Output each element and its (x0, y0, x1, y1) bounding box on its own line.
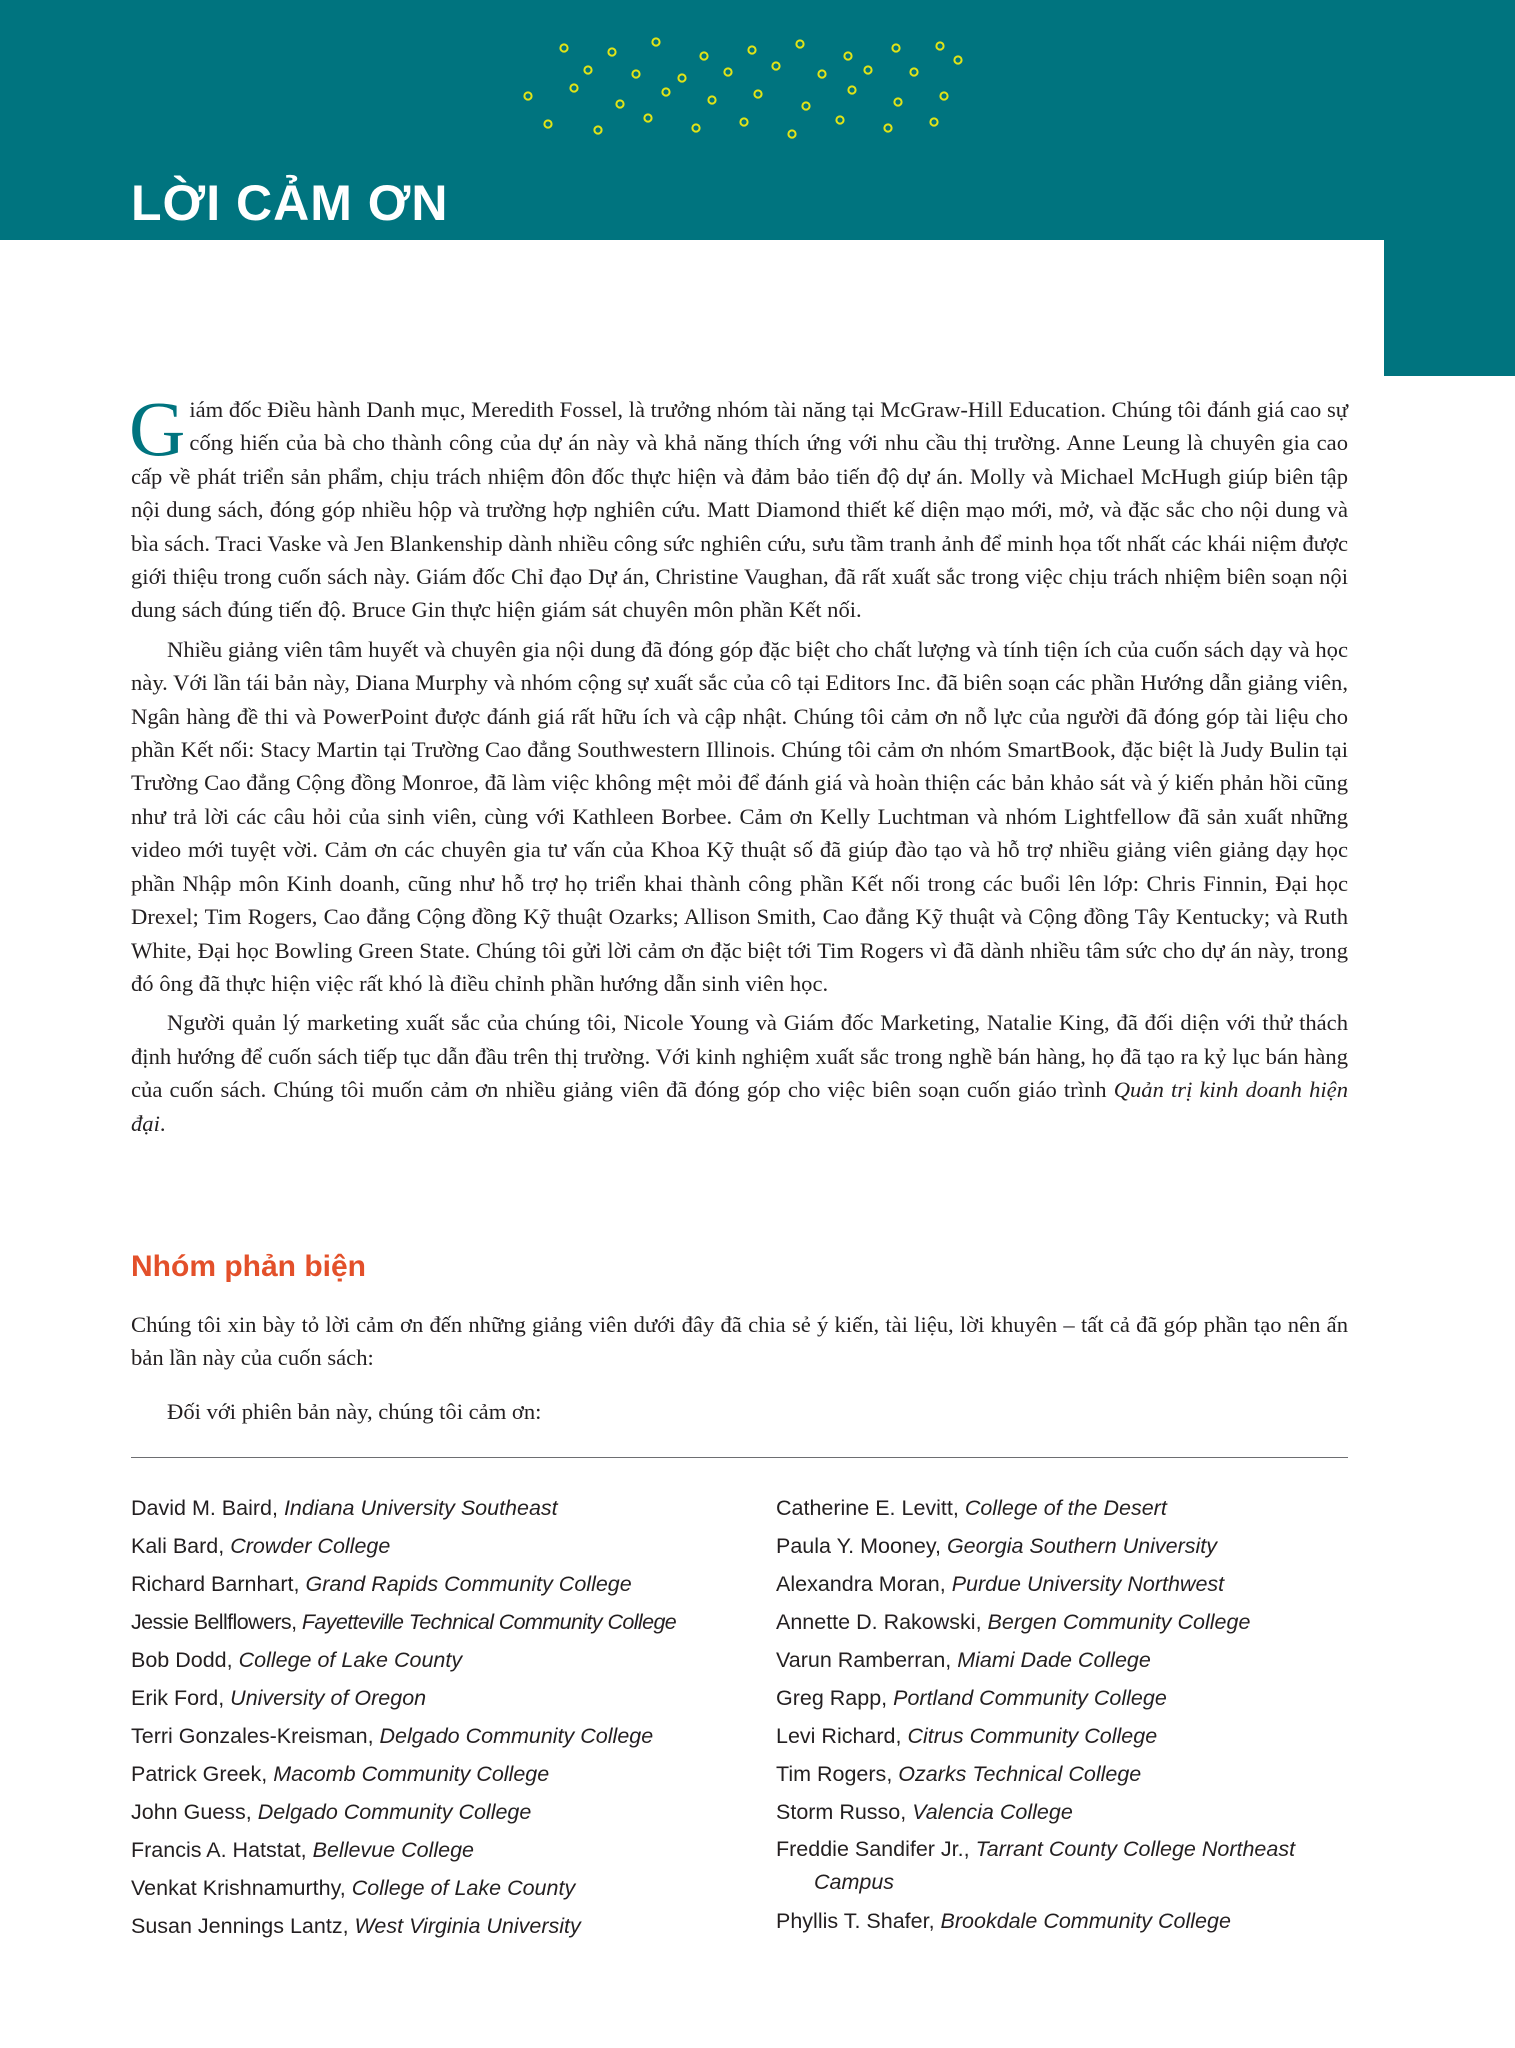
reviewer-name: Freddie Sandifer Jr. (776, 1837, 964, 1861)
reviewer-item: Francis A. Hatstat, Bellevue College (131, 1838, 474, 1862)
reviewer-name: Storm Russo (776, 1800, 901, 1824)
reviewer-name: Patrick Greek (131, 1762, 262, 1786)
reviewer-item: Patrick Greek, Macomb Community College (131, 1762, 550, 1786)
reviewer-name: Varun Ramberran (776, 1648, 946, 1672)
reviewer-institution: College of Lake County (238, 1648, 463, 1672)
paragraph-3-end: . (159, 1110, 166, 1136)
dot-shape (700, 52, 707, 59)
dot-shape (836, 116, 843, 123)
dot-shape (772, 62, 779, 69)
reviewer-name: Richard Barnhart (131, 1572, 294, 1596)
dot-shape (954, 56, 961, 63)
decorative-dots (500, 30, 980, 140)
dot-shape (936, 42, 943, 49)
dot-shape (652, 38, 659, 45)
reviewer-item: Erik Ford, University of Oregon (131, 1686, 427, 1710)
reviewer-name: John Guess (131, 1800, 246, 1824)
dot-shape (708, 96, 715, 103)
reviewer-institution: Delgado Community College (257, 1800, 532, 1824)
paragraph-3 (131, 1006, 1348, 1140)
dot-shape (524, 92, 531, 99)
intro-text: Chúng tôi xin bày tỏ lời cảm ơn đến những giảng viên dưới đây đã chia sẻ ý kiến, tài liệu, lời khuyên – tất cả đã góp phần tạo nên ấn bản lần này của cuốn sách: (131, 1312, 1348, 1371)
dot-shape (754, 90, 761, 97)
reviewer-item: Tim Rogers, Ozarks Technical College (776, 1762, 1142, 1786)
reviewer-item: John Guess, Delgado Community College (131, 1800, 532, 1824)
reviewer-item: Annette D. Rakowski, Bergen Community College (776, 1610, 1251, 1634)
section-heading: Nhóm phản biện (131, 1250, 366, 1283)
reviewer-item: Kali Bard, Crowder College (131, 1534, 391, 1558)
reviewers-intro (131, 1308, 1348, 1428)
reviewer-name: Venkat Krishnamurthy (131, 1876, 340, 1900)
reviewer-name: Bob Dodd (131, 1648, 227, 1672)
reviewer-institution: Grand Rapids Community College (305, 1572, 632, 1596)
dot-shape (594, 126, 601, 133)
reviewer-name: Annette D. Rakowski (776, 1610, 976, 1634)
dot-shape (748, 46, 755, 53)
dot-shape (678, 74, 685, 81)
dot-shape (884, 124, 891, 131)
reviewer-institution: Tarrant County College Northeast Campus (814, 1837, 1296, 1894)
reviewer-item: Freddie Sandifer Jr., Tarrant County College Northeast Campus (776, 1837, 1296, 1894)
reviewer-item: Varun Ramberran, Miami Dade College (776, 1648, 1151, 1672)
dot-shape (788, 130, 795, 137)
side-tab (1384, 0, 1515, 376)
dot-shape (740, 118, 747, 125)
dot-shape (930, 118, 937, 125)
header-banner (0, 0, 1384, 240)
reviewer-institution: Georgia Southern University (946, 1534, 1218, 1558)
dot-shape (894, 98, 901, 105)
reviewer-institution: University of Oregon (230, 1686, 427, 1710)
reviewer-item: Catherine E. Levitt, College of the Desert (776, 1496, 1167, 1520)
divider (131, 1457, 1348, 1458)
reviewer-institution: Brookdale Community College (940, 1909, 1231, 1933)
book-title: Quản trị kinh doanh hiện đại (131, 1077, 1348, 1136)
reviewer-name: Alexandra Moran (776, 1572, 940, 1596)
reviewer-name: Erik Ford (131, 1686, 219, 1710)
reviewer-institution: Fayetteville Technical Community College (301, 1610, 677, 1634)
reviewer-item: Paula Y. Mooney, Georgia Southern University (776, 1534, 1218, 1558)
paragraph-2: Nhiều giảng viên tâm huyết và chuyên gia nội dung đã đóng góp đặc biệt cho chất lượng và tính tiện ích của cuốn sách dạy và học này. Với lần tái bản này, Diana Murphy và nhóm cộng sự xuất sắc của cô tại Editors Inc. đã biên soạn các phần Hướng dẫn giảng viên, Ngân hàng đề thi và PowerPoint được đánh giá rất hữu ích và cập nhật. Chúng tôi cảm ơn nỗ lực của người đã đóng góp tài liệu cho phần Kết nối: Stacy Martin tại Trường Cao đẳng Southwestern Illinois. Chúng tôi cảm ơn nhóm SmartBook, đặc biệt là Judy Bulin tại Trường Cao đẳng Cộng đồng Monroe, đã làm việc không mệt mỏi để đánh giá và hoàn thiện các bản khảo sát và ý kiến phản hồi cũng như trả lời các câu hỏi của sinh viên, cùng với Kathleen Borbee. Cảm ơn Kelly Luchtman và nhóm Lightfellow đã sản xuất những video mới tuyệt vời. Cảm ơn các chuyên gia tư vấn của Khoa Kỹ thuật số đã giúp đào tạo và hỗ trợ nhiều giảng viên giảng dạy học phần Nhập môn Kinh doanh, cũng như hỗ trợ họ triển khai thành công phần Kết nối trong các buổi lên lớp: Chris Finnin, Đại học Drexel; Tim Rogers, Cao đẳng Cộng đồng Kỹ thuật Ozarks; Allison Smith, Cao đẳng Kỹ thuật và Cộng đồng Tây Kentucky; và Ruth White, Đại học Bowling Green State. Chúng tôi gửi lời cảm ơn đặc biệt tới Tim Rogers vì đã dành nhiều tâm sức cho dự án này, trong đó ông đã thực hiện việc rất khó là điều chỉnh phần hướng dẫn sinh viên học. (131, 636, 1348, 996)
dot-shape (692, 124, 699, 131)
reviewer-item: Storm Russo, Valencia College (776, 1800, 1073, 1824)
paragraph-1-text: iám đốc Điều hành Danh mục, Meredith Fossel, là trưởng nhóm tài năng tại McGraw-Hill Education. Chúng tôi đánh giá cao sự cống hiến của bà cho thành công của dự án này và khả năng thích ứng với nhu cầu thị trường. Anne Leung là chuyên gia cao cấp về phát triển sản phẩm, chịu trách nhiệm đôn đốc thực hiện và đảm bảo tiến độ dự án. Molly và Michael McHugh giúp biên tập nội dung sách, đóng góp nhiều hộp và trường hợp nghiên cứu. Matt Diamond thiết kế diện mạo mới, mở, và đặc sắc cho nội dung và bìa sách. Traci Vaske và Jen Blankenship dành nhiều công sức nghiên cứu, sưu tầm tranh ảnh để minh họa tốt nhất các khái niệm được giới thiệu trong cuốn sách này. Giám đốc Chỉ đạo Dự án, Christine Vaughan, đã rất xuất sắc trong việc chịu trách nhiệm biên soạn nội dung sách đúng tiến độ. Bruce Gin thực hiện giám sát chuyên môn phần Kết nối. (131, 397, 1348, 623)
dot-shape (544, 120, 551, 127)
dot-shape (940, 92, 947, 99)
reviewer-name: Catherine E. Levitt (776, 1496, 953, 1520)
paragraph-3-text: Người quản lý marketing xuất sắc của chúng tôi, Nicole Young và Giám đốc Marketing, Natalie King, đã đối diện với thử thách định hướng để cuốn sách tiếp tục dẫn đầu trên thị trường. Với kinh nghiệm xuất sắc trong nghề bán hàng, họ đã tạo ra kỷ lục bán hàng của cuốn sách. Chúng tôi muốn cảm ơn nhiều giảng viên đã đóng góp cho việc biên soạn cuốn giáo trình (131, 1010, 1348, 1103)
dot-shape (608, 48, 615, 55)
reviewer-item: Susan Jennings Lantz, West Virginia University (131, 1914, 581, 1938)
reviewer-item: Greg Rapp, Portland Community College (776, 1686, 1167, 1710)
reviewer-institution: Portland Community College (893, 1686, 1167, 1710)
reviewer-item: Alexandra Moran, Purdue University Northwest (776, 1572, 1225, 1596)
dot-shape (864, 66, 871, 73)
dot-shape (570, 84, 577, 91)
dot-shape (724, 68, 731, 75)
reviewer-institution: Bellevue College (312, 1838, 474, 1862)
reviewer-institution: Purdue University Northwest (951, 1572, 1225, 1596)
reviewer-institution: Bergen Community College (987, 1610, 1251, 1634)
dot-shape (802, 102, 809, 109)
reviewer-item: Jessie Bellflowers, Fayetteville Technical Community College (131, 1610, 677, 1634)
reviewer-name: Phyllis T. Shafer (776, 1909, 929, 1933)
dot-shape (796, 40, 803, 47)
reviewer-name: Levi Richard (776, 1724, 896, 1748)
reviewer-institution: West Virginia University (354, 1914, 581, 1938)
reviewer-name: Greg Rapp (776, 1686, 882, 1710)
reviewer-list-left (131, 1489, 771, 1945)
page-title: LỜI CẢM ƠN (131, 175, 449, 231)
reviewer-institution: Valencia College (912, 1800, 1073, 1824)
reviewer-list-right (776, 1489, 1376, 1940)
reviewer-name: Jessie Bellflowers (131, 1610, 292, 1634)
dot-shape (892, 44, 899, 51)
thanks-line: Đối với phiên bản này, chúng tôi cảm ơn: (167, 1398, 542, 1424)
reviewer-name: Tim Rogers (776, 1762, 887, 1786)
reviewer-institution: Crowder College (230, 1534, 391, 1558)
reviewer-name: Francis A. Hatstat (131, 1838, 301, 1862)
reviewer-item: Levi Richard, Citrus Community College (776, 1724, 1158, 1748)
dot-shape (910, 68, 917, 75)
dot-shape (662, 88, 669, 95)
reviewer-institution: Citrus Community College (907, 1724, 1158, 1748)
dot-shape (848, 86, 855, 93)
reviewer-name: Paula Y. Mooney (776, 1534, 935, 1558)
reviewer-item: Terri Gonzales-Kreisman, Delgado Community College (131, 1724, 654, 1748)
reviewer-name: Terri Gonzales-Kreisman (131, 1724, 368, 1748)
reviewer-institution: College of the Desert (964, 1496, 1167, 1520)
reviewer-institution: College of Lake County (351, 1876, 576, 1900)
reviewer-institution: Miami Dade College (957, 1648, 1151, 1672)
reviewer-institution: Macomb Community College (273, 1762, 550, 1786)
drop-cap: G (129, 385, 186, 472)
dot-shape (632, 70, 639, 77)
reviewer-item: David M. Baird, Indiana University Southeast (131, 1496, 558, 1520)
reviewer-name: David M. Baird (131, 1496, 272, 1520)
reviewer-name: Kali Bard (131, 1534, 219, 1558)
dot-shape (560, 44, 567, 51)
dot-shape (844, 52, 851, 59)
reviewer-item: Bob Dodd, College of Lake County (131, 1648, 463, 1672)
dot-shape (644, 114, 651, 121)
reviewer-name: Susan Jennings Lantz (131, 1914, 343, 1938)
reviewer-item: Venkat Krishnamurthy, College of Lake County (131, 1876, 576, 1900)
reviewer-institution: Ozarks Technical College (898, 1762, 1142, 1786)
reviewer-item: Richard Barnhart, Grand Rapids Community College (131, 1572, 632, 1596)
body-text (129, 385, 1348, 1146)
reviewer-institution: Delgado Community College (379, 1724, 654, 1748)
paragraph-1 (129, 385, 1348, 627)
dot-shape (616, 100, 623, 107)
reviewer-institution: Indiana University Southeast (283, 1496, 558, 1520)
reviewer-item: Phyllis T. Shafer, Brookdale Community College (776, 1909, 1231, 1933)
dot-shape (584, 66, 591, 73)
dot-shape (818, 70, 825, 77)
